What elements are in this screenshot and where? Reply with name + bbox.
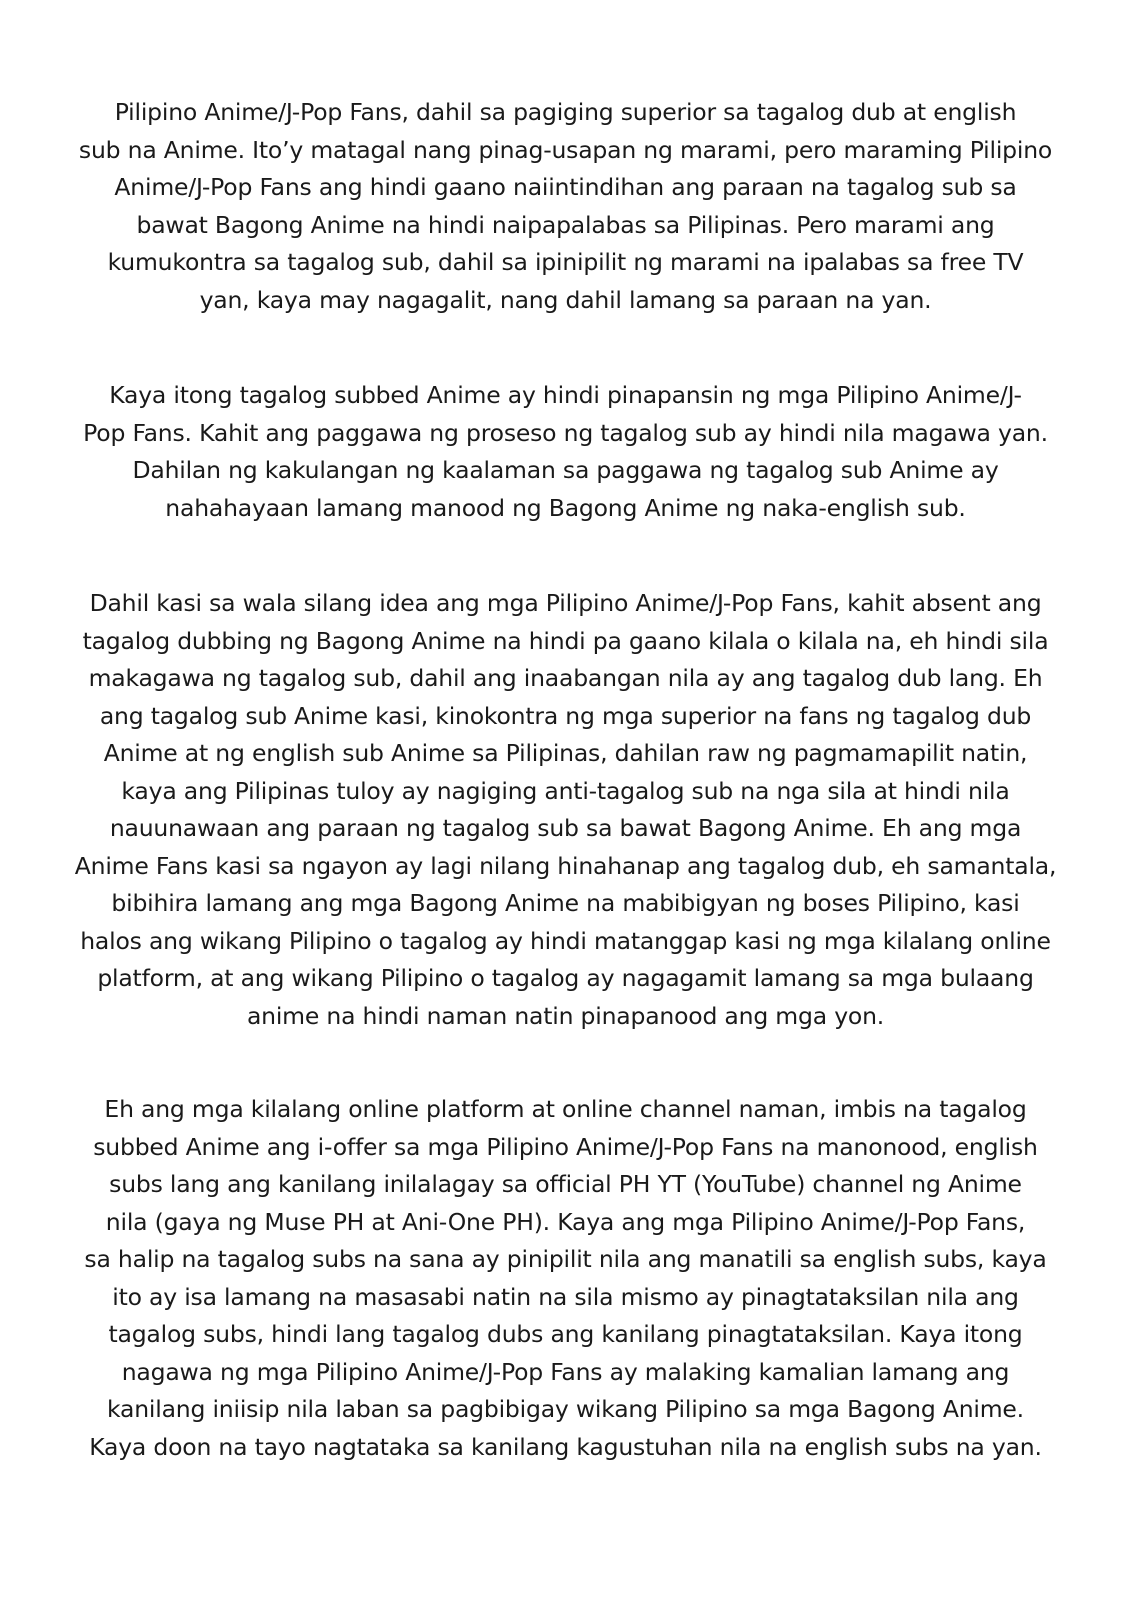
text-line: yan, kaya may nagagalit, nang dahil lamang sa paraan na yan. [199, 285, 932, 314]
paragraph-1 [60, 94, 1071, 319]
text-line: kanilang iniisip nila laban sa pagbibigay wikang Pilipino sa mga Bagong Anime. [107, 1395, 1024, 1423]
text-line: tagalog dubbing ng Bagong Anime na hindi pa gaano kilala o kilala na, eh hindi sila [82, 626, 1049, 655]
text-line: tagalog subs, hindi lang tagalog dubs ang kanilang pinagtataksilan. Kaya itong [108, 1320, 1023, 1348]
text-line: Anime/J-Pop Fans ang hindi gaano naiintindihan ang paraan na tagalog sub sa [114, 173, 1017, 201]
text-line: sa halip na tagalog subs na sana ay pinipilit nila ang manatili sa english subs, kaya [84, 1245, 1047, 1273]
text-line: nahahayaan lamang manood ng Bagong Anime ng naka-english sub. [165, 493, 966, 522]
text-line: Dahil kasi sa wala silang idea ang mga Pilipino Anime/J-Pop Fans, kahit absent ang [89, 589, 1042, 617]
text-line: anime na hindi naman natin pinapanood ang mga yon. [246, 1001, 885, 1030]
text-line: Eh ang mga kilalang online platform at online channel naman, imbis na tagalog [104, 1095, 1027, 1123]
text-line: nila (gaya ng Muse PH at Ani-One PH). Kaya ang mga Pilipino Anime/J-Pop Fans, [105, 1207, 1026, 1236]
paragraph-3 [60, 585, 1071, 1035]
text-line: ang tagalog sub Anime kasi, kinokontra ng mga superior na fans ng tagalog dub [99, 701, 1032, 730]
text-line: nauunawaan ang paraan ng tagalog sub sa bawat Bagong Anime. Eh ang mga [109, 814, 1022, 842]
text-line: bawat Bagong Anime na hindi naipapalabas sa Pilipinas. Pero marami ang [136, 210, 995, 239]
text-line: ito ay isa lamang na masasabi natin na sila mismo ay pinagtataksilan nila ang [112, 1282, 1019, 1311]
text-line: Pilipino Anime/J-Pop Fans, dahil sa pagiging superior sa tagalog dub at english [114, 98, 1017, 126]
text-line: Anime Fans kasi sa ngayon ay lagi nilang hinahanap ang tagalog dub, eh samantala, [74, 851, 1057, 880]
text-line: bibihira lamang ang mga Bagong Anime na mabibigyan ng boses Pilipino, kasi [111, 889, 1020, 917]
text-line: Dahilan ng kakulangan ng kaalaman sa paggawa ng tagalog sub Anime ay [132, 456, 999, 484]
text-line: nagawa ng mga Pilipino Anime/J-Pop Fans ay malaking kamalian lamang ang [121, 1357, 1010, 1386]
text-line: Pop Fans. Kahit ang paggawa ng proseso ng tagalog sub ay hindi nila magawa yan. [83, 418, 1048, 447]
paragraph-2 [60, 377, 1071, 527]
text-line: Anime at ng english sub Anime sa Pilipinas, dahilan raw ng pagmamapilit natin, [103, 739, 1028, 767]
text-line: halos ang wikang Pilipino o tagalog ay hindi matanggap kasi ng mga kilalang online [80, 926, 1051, 955]
text-line: makagawa ng tagalog sub, dahil ang inaabangan nila ay ang tagalog dub lang. Eh [88, 664, 1043, 692]
text-line: Kaya itong tagalog subbed Anime ay hindi pinapansin ng mga Pilipino Anime/J- [109, 381, 1022, 409]
paragraph-4 [60, 1091, 1071, 1466]
text-line: platform, at ang wikang Pilipino o tagalog ay nagagamit lamang sa mga bulaang [97, 964, 1034, 992]
text-line: Kaya doon na tayo nagtataka sa kanilang kagustuhan nila na english subs na yan. [89, 1432, 1042, 1461]
text-line: kumukontra sa tagalog sub, dahil sa ipinipilit ng marami na ipalabas sa free TV [107, 248, 1024, 276]
text-line: sub na Anime. Ito’y matagal nang pinag-usapan ng marami, pero maraming Pilipino [78, 135, 1053, 164]
text-line: subs lang ang kanilang inilalagay sa official PH YT (YouTube) channel ng Anime [109, 1170, 1022, 1198]
text-line: subbed Anime ang i-offer sa mga Pilipino Anime/J-Pop Fans na manonood, english [93, 1132, 1038, 1161]
text-line: kaya ang Pilipinas tuloy ay nagiging anti-tagalog sub na nga sila at hindi nila [121, 776, 1010, 805]
